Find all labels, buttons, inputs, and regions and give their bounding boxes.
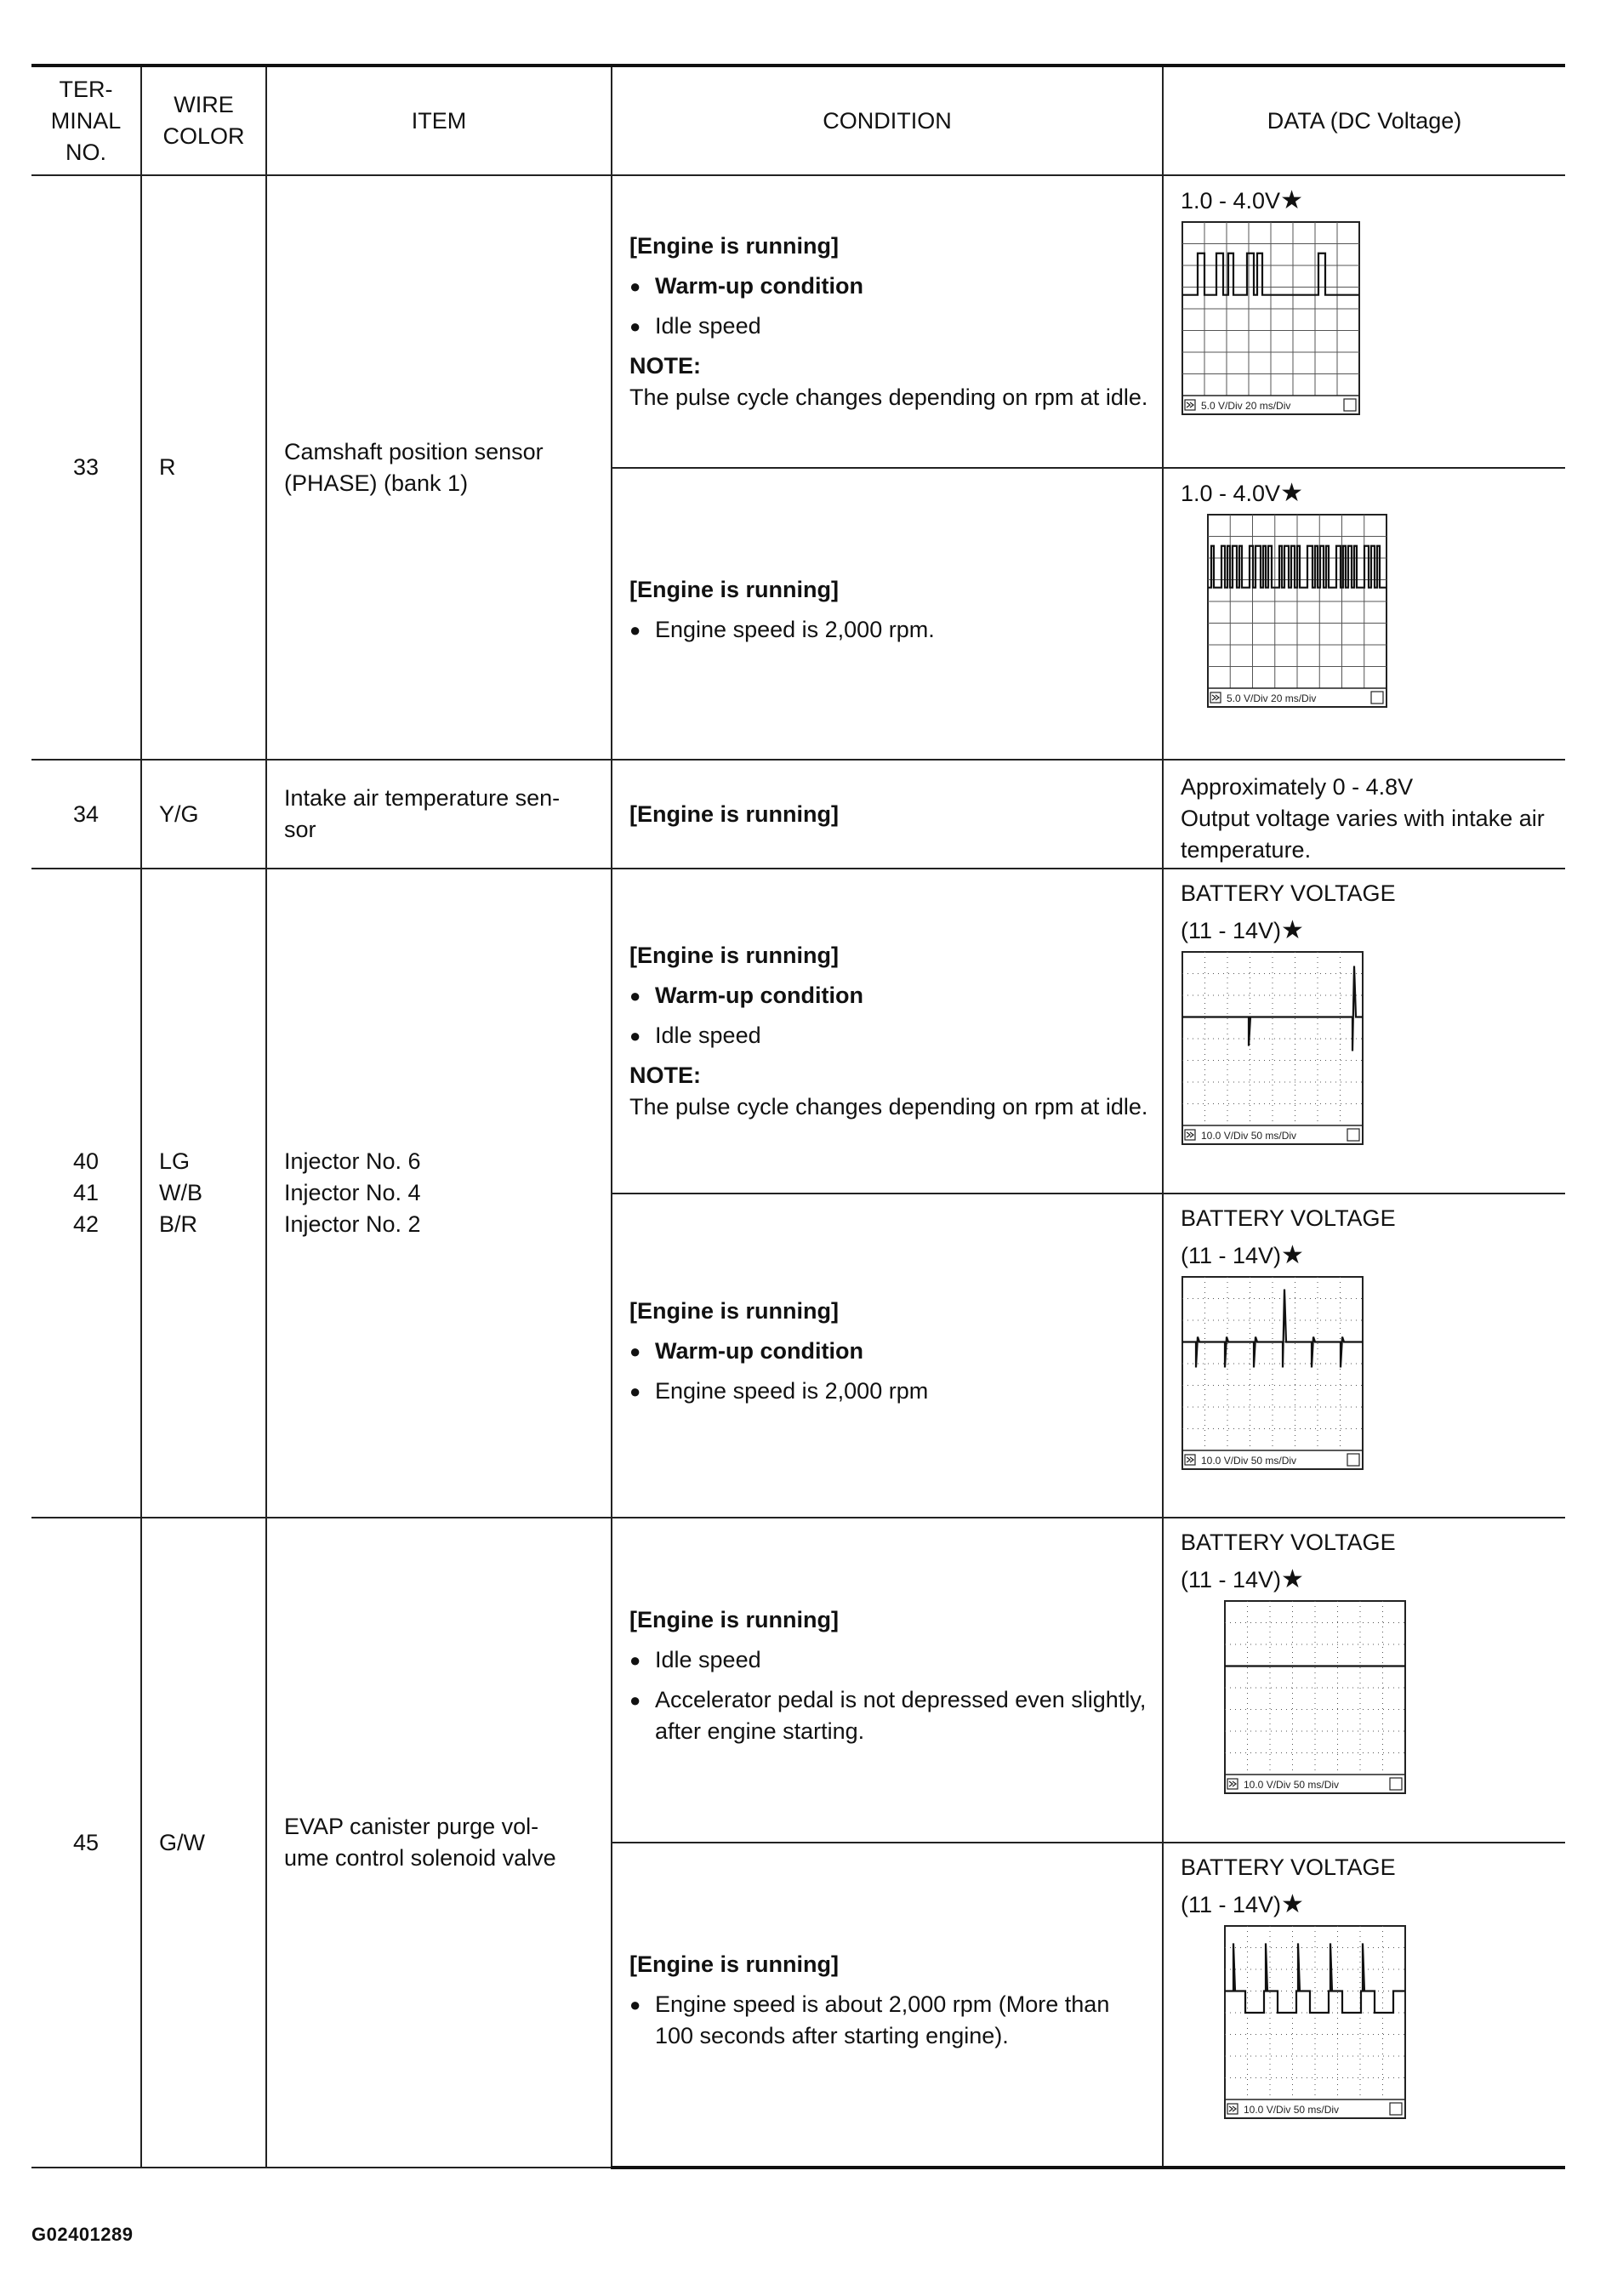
condition-heading: [Engine is running] [629, 576, 839, 602]
scope-trigger-box [1371, 692, 1383, 704]
star-icon: ★ [1281, 916, 1304, 944]
scope-trigger-box [1347, 1129, 1359, 1141]
terminal-no-line: 41 [72, 1180, 100, 1205]
star-icon: ★ [1281, 1890, 1304, 1918]
header-wire-line: COLOR [162, 123, 245, 149]
condition-cell [612, 1194, 1163, 1518]
scope-trigger-box [1344, 399, 1356, 411]
table-row [31, 1518, 1565, 1843]
condition-bullet: ● Engine speed is about 2,000 rpm (More than 100 seconds after starting engine). [629, 1989, 1148, 2052]
condition-bullet: ● Warm-up condition [629, 271, 1148, 302]
data-cell [1163, 869, 1565, 1194]
data-voltage-value: (11 - 14V) [1181, 1567, 1282, 1592]
header-data: DATA (DC Voltage) [1163, 66, 1565, 175]
data-voltage-text [1181, 772, 1553, 803]
figure-code: G02401289 [31, 2224, 134, 2245]
item-name-line: ume control solenoid valve [284, 1845, 556, 1871]
header-condition: CONDITION [612, 66, 1163, 175]
condition-heading: [Engine is running] [629, 1298, 839, 1324]
item-name-line: EVAP canister purge vol- [284, 1814, 539, 1839]
oscilloscope-wrapper [1181, 220, 1553, 416]
condition-heading: [Engine is running] [629, 942, 839, 968]
wire-color-line: W/B [159, 1180, 202, 1205]
condition-bullet: ● Warm-up condition [629, 1336, 1148, 1367]
scope-trigger-box [1390, 1778, 1402, 1790]
data-voltage-text [1181, 185, 1553, 217]
scope-scale-label: 5.0 V/Div 20 ms/Div [1227, 692, 1317, 704]
wire-color-cell [141, 1518, 266, 2168]
terminal-no-cell [31, 1518, 141, 2168]
terminal-spec-sheet [31, 64, 1565, 2169]
condition-cell [612, 1518, 1163, 1843]
header-terminal-no [31, 66, 141, 175]
terminal-no-cell [31, 869, 141, 1518]
wire-color-line: LG [159, 1148, 191, 1174]
oscilloscope-trace [1223, 1599, 1407, 1795]
star-icon: ★ [1281, 1565, 1304, 1593]
terminal-no-cell [31, 175, 141, 760]
condition-cell [612, 760, 1163, 869]
header-terminal-line: NO. [65, 139, 106, 165]
data-cell [1163, 468, 1565, 760]
condition-heading: [Engine is running] [629, 1607, 839, 1632]
header-terminal-line: MINAL [50, 107, 122, 134]
data-voltage-text [1181, 1239, 1553, 1272]
terminal-no-line: 40 [72, 1148, 100, 1174]
oscilloscope-trace [1181, 950, 1364, 1146]
data-voltage-value: Approximately 0 - 4.8V [1181, 773, 1414, 800]
data-voltage-value: Output voltage varies with intake air temperature. [1181, 805, 1545, 863]
condition-bullet: ● Idle speed [629, 1644, 1148, 1676]
terminal-no-line: 45 [72, 1829, 100, 1855]
scope-scale-label: 10.0 V/Div 50 ms/Div [1201, 1455, 1297, 1467]
item-cell [266, 175, 612, 760]
oscilloscope-wrapper [1181, 1924, 1553, 2120]
oscilloscope-wrapper [1181, 513, 1553, 709]
oscilloscope-trace [1181, 1275, 1364, 1471]
condition-cell [612, 869, 1163, 1194]
star-icon: ★ [1280, 479, 1303, 507]
data-voltage-value: (11 - 14V) [1181, 1892, 1282, 1917]
data-voltage-text [1181, 1527, 1553, 1558]
condition-bullet: ● Engine speed is 2,000 rpm. [629, 614, 1148, 646]
data-voltage-value: BATTERY VOLTAGE [1181, 1854, 1396, 1880]
condition-cell [612, 1843, 1163, 2168]
note-heading: NOTE: [629, 1062, 701, 1088]
wire-color-line: B/R [159, 1211, 198, 1237]
header-wire-line: WIRE [174, 92, 234, 117]
table-row [31, 869, 1565, 1194]
terminal-no-line: 34 [72, 800, 100, 827]
wire-color-cell [141, 760, 266, 869]
scope-scale-label: 10.0 V/Div 50 ms/Div [1201, 1130, 1297, 1142]
data-cell [1163, 1843, 1565, 2168]
data-voltage-text [1181, 477, 1553, 510]
data-voltage-value: BATTERY VOLTAGE [1181, 880, 1396, 906]
item-cell [266, 1518, 612, 2168]
terminal-no-line: 33 [72, 454, 100, 480]
condition-bullet: ● Idle speed [629, 1020, 1148, 1051]
note-text: The pulse cycle changes depending on rpm at idle. [629, 1093, 1148, 1120]
condition-bullet: ● Idle speed [629, 311, 1148, 342]
data-voltage-text [1181, 1889, 1553, 1921]
item-name-line: (PHASE) (bank 1) [284, 470, 469, 496]
oscilloscope-wrapper [1181, 1275, 1553, 1471]
oscilloscope-trace [1206, 513, 1388, 709]
star-icon: ★ [1281, 1241, 1304, 1269]
condition-cell [612, 175, 1163, 468]
data-cell [1163, 175, 1565, 468]
header-wire-color [141, 66, 266, 175]
table-row [31, 760, 1565, 869]
data-voltage-text [1181, 1203, 1553, 1234]
wire-color-line: R [159, 454, 176, 480]
wire-color-cell [141, 175, 266, 760]
header-terminal-line: TER- [59, 76, 113, 102]
condition-heading: [Engine is running] [629, 1951, 839, 1977]
item-name-line: Injector No. 4 [284, 1180, 421, 1205]
data-voltage-text [1181, 914, 1553, 947]
data-voltage-text [1181, 878, 1553, 909]
data-voltage-value: 1.0 - 4.0V [1181, 481, 1281, 506]
table-header-row [31, 66, 1565, 175]
data-cell [1163, 1518, 1565, 1843]
condition-bullet: ● Engine speed is 2,000 rpm [629, 1376, 1148, 1407]
item-cell [266, 760, 612, 869]
data-voltage-text [1181, 1852, 1553, 1883]
data-cell [1163, 1194, 1565, 1518]
star-icon: ★ [1280, 186, 1303, 214]
scope-scale-label: 5.0 V/Div 20 ms/Div [1201, 400, 1291, 412]
data-voltage-value: (11 - 14V) [1181, 1243, 1282, 1268]
item-name-line: Intake air temperature sen- [284, 785, 561, 811]
condition-bullet: ● Accelerator pedal is not depressed even slightly, after engine starting. [629, 1684, 1148, 1747]
wire-color-line: Y/G [159, 800, 199, 827]
item-name-line: Camshaft position sensor [284, 438, 544, 464]
table-row [31, 175, 1565, 468]
item-name-line: Injector No. 6 [284, 1148, 421, 1174]
data-voltage-value: BATTERY VOLTAGE [1181, 1205, 1396, 1231]
condition-heading: [Engine is running] [629, 232, 839, 259]
terminal-spec-table [31, 64, 1565, 2169]
scope-scale-label: 10.0 V/Div 50 ms/Div [1244, 2104, 1340, 2116]
oscilloscope-wrapper [1181, 1599, 1553, 1795]
data-voltage-text [1181, 1564, 1553, 1596]
scope-scale-label: 10.0 V/Div 50 ms/Div [1244, 1779, 1340, 1791]
wire-color-cell [141, 869, 266, 1518]
data-voltage-value: (11 - 14V) [1181, 918, 1282, 943]
data-cell [1163, 760, 1565, 869]
data-voltage-text [1181, 803, 1553, 866]
item-name-line: sor [284, 817, 316, 842]
condition-heading: [Engine is running] [629, 800, 839, 827]
data-voltage-value: 1.0 - 4.0V [1181, 188, 1281, 214]
oscilloscope-trace [1223, 1924, 1407, 2120]
oscilloscope-trace [1181, 220, 1361, 416]
oscilloscope-wrapper [1181, 950, 1553, 1146]
scope-trigger-box [1347, 1454, 1359, 1466]
note-heading: NOTE: [629, 352, 701, 379]
item-cell [266, 869, 612, 1518]
scope-trigger-box [1390, 2103, 1402, 2115]
terminal-no-line: 42 [72, 1211, 100, 1237]
terminal-no-cell [31, 760, 141, 869]
condition-bullet: ● Warm-up condition [629, 980, 1148, 1011]
wire-color-line: G/W [159, 1829, 205, 1855]
header-item: ITEM [266, 66, 612, 175]
note-text: The pulse cycle changes depending on rpm at idle. [629, 384, 1148, 410]
data-voltage-value: BATTERY VOLTAGE [1181, 1530, 1396, 1555]
item-name-line: Injector No. 2 [284, 1211, 421, 1237]
condition-cell [612, 468, 1163, 760]
